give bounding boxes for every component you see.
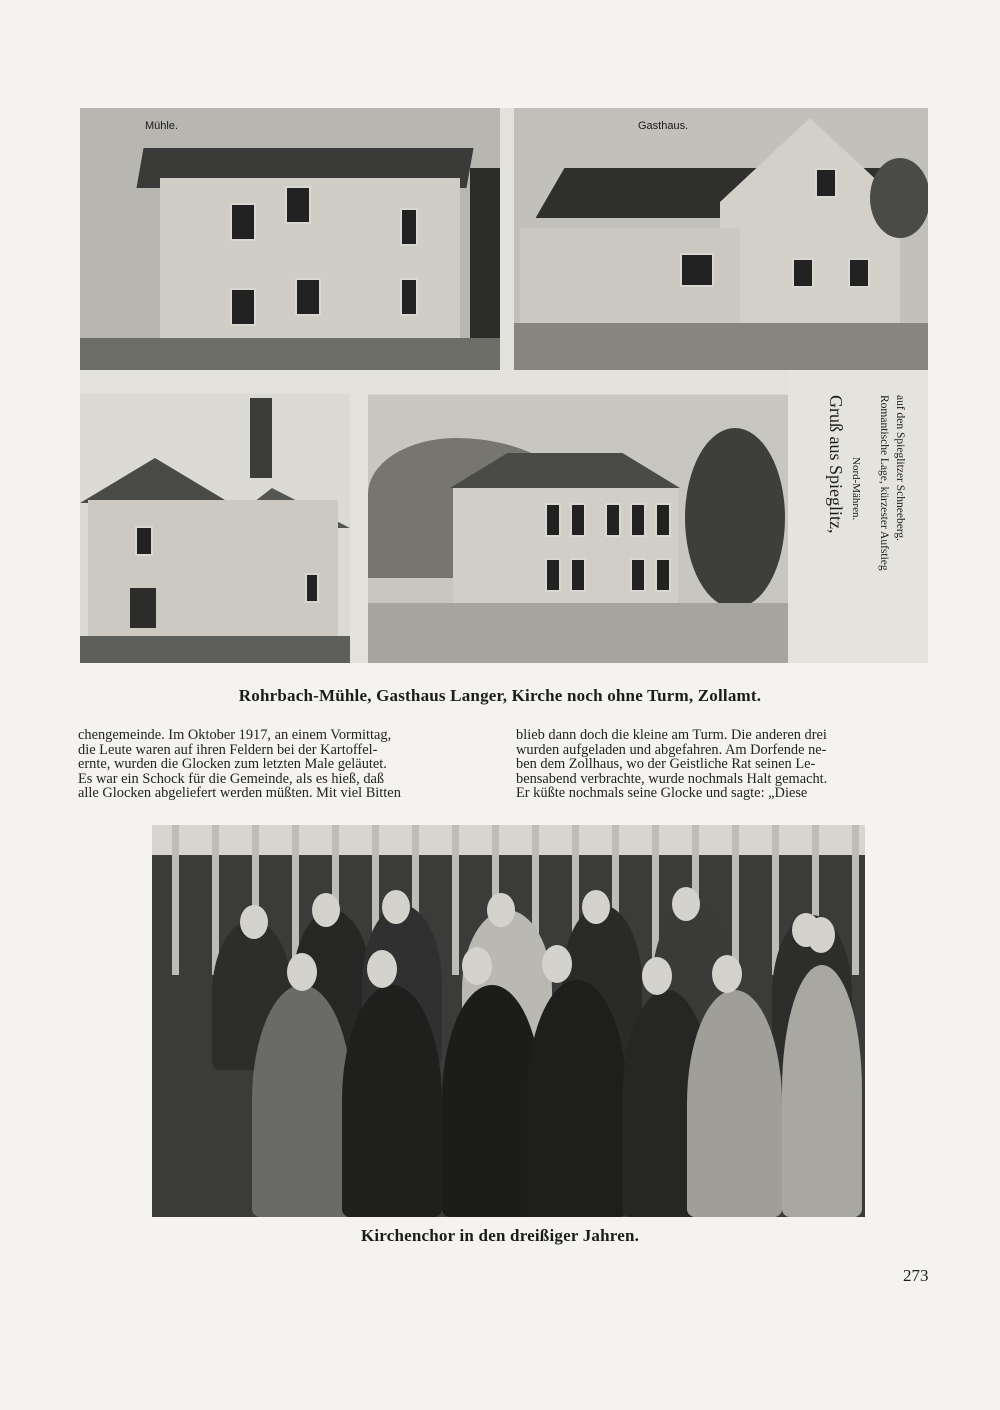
caption-top: Rohrbach-Mühle, Gasthaus Langer, Kirche noch ohne Turm, Zollamt.: [238, 686, 762, 705]
text-line: Er küßte nochmals seine Glocke und sagte: „Diese: [516, 785, 808, 802]
choir-photo: [152, 825, 865, 1217]
text-line: chengemeinde. Im Oktober 1917, an einem Vormittag,: [78, 727, 392, 743]
label-muehle: Mühle.: [145, 120, 179, 132]
greeting-title: Gruß aus Spieglitz,: [826, 395, 846, 534]
text-line: Es war ein Schock für die Gemeinde, als es hieß, daß: [78, 770, 385, 787]
greeting-line1: Romantische Lage, kürzester Aufstieg: [878, 395, 890, 571]
page-number: 273: [903, 1266, 929, 1285]
text-line: bensabend verbrachte, wurde nochmals Halt gemacht.: [516, 770, 828, 787]
text-line: ernte, wurden die Glocken zum letzten Male geläutet.: [78, 756, 387, 773]
text-line: wurden aufgeladen und abgefahren. Am Dorfende ne-: [516, 741, 827, 758]
text-line: alle Glocken abgeliefert werden müßten. Mit viel Bitten: [78, 785, 401, 802]
text-column-right: [516, 728, 930, 801]
greeting-line2: auf den Spieglitzer Schneeberg.: [894, 395, 906, 542]
text-column-left: [78, 728, 490, 801]
greeting-subtitle: Nord-Mähren.: [850, 457, 862, 521]
text-line: blieb dann doch die kleine am Turm. Die anderen drei: [516, 727, 827, 743]
text-line: die Leute waren auf ihren Feldern bei der Kartoffel-: [78, 741, 378, 758]
text-line: ben dem Zollhaus, wo der Geistliche Rat seinen Le-: [516, 756, 816, 773]
postcard-greeting: [790, 395, 920, 655]
caption-bottom: Kirchenchor in den dreißiger Jahren.: [360, 1226, 640, 1245]
label-gasthaus: Gasthaus.: [638, 120, 689, 132]
